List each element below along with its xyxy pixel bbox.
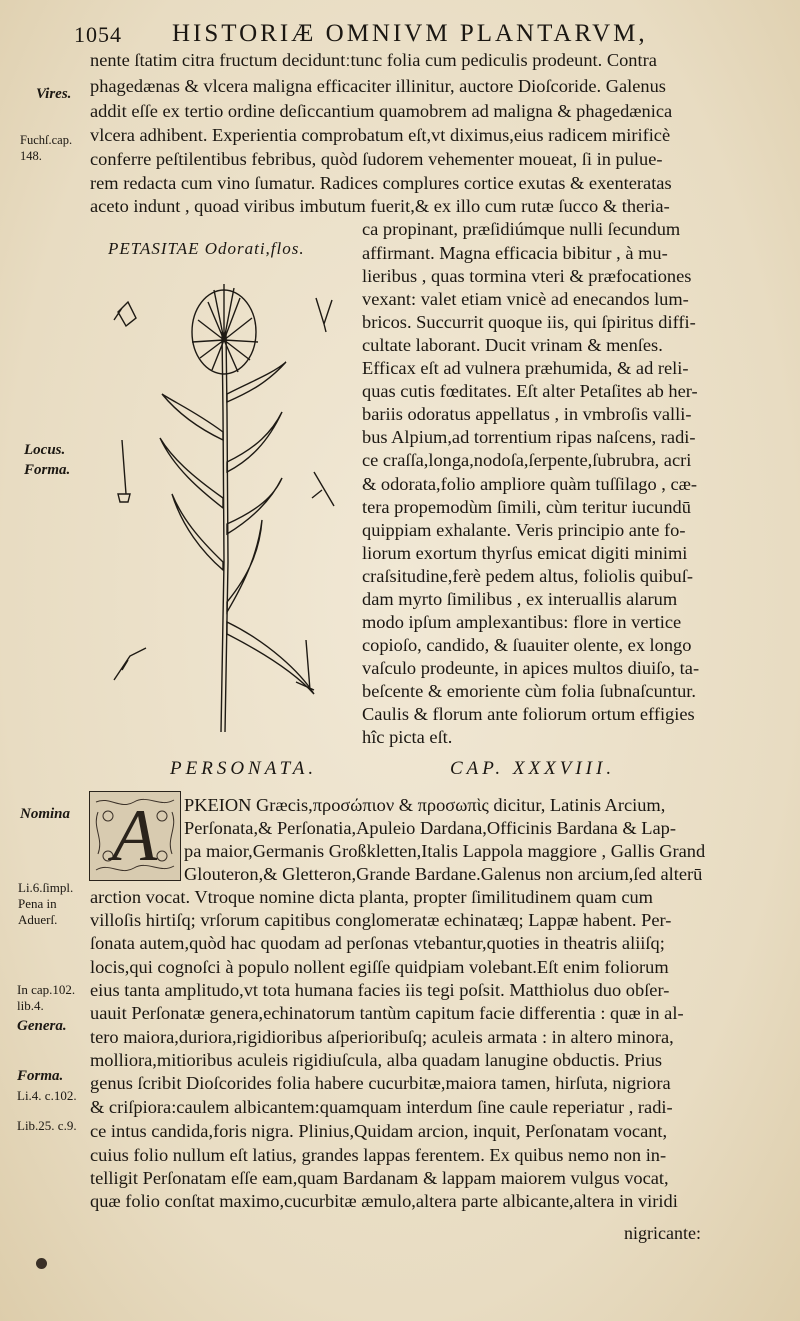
stem	[221, 332, 224, 732]
text-line: locis,qui cognoſci à populo nollent egiſſe quidpiam volebant.Eſt enim foliorum	[90, 957, 669, 977]
text-line: vlcera adhibent. Experientia comprobatum eſt,vt diximus,eius radicem mirificè	[90, 125, 671, 145]
text-line: beſcente & emoriente cùm folia ſubnaſcuntur.	[362, 681, 696, 701]
page-number: 1054	[74, 22, 122, 47]
margin-note-genera: Genera.	[17, 1018, 67, 1034]
margin-note-vires: Vires.	[36, 86, 72, 102]
margin-note-forma: Forma.	[24, 462, 71, 478]
text-line: genus ſcribit Dioſcorides folia habere cucurbitæ,maiora tamen, hirſuta, nigriora	[90, 1073, 671, 1093]
text-line: cultate laborant. Ducit vrinam & menſes.	[362, 335, 663, 355]
margin-note-forma-2: Forma.	[17, 1068, 64, 1084]
running-title: HISTORIÆ OMNIVM PLANTARVM,	[172, 20, 648, 47]
text-line: modo ipſum amplexantibus: flore in vertice	[362, 612, 682, 632]
text-line: ce craſſa,longa,nodoſa,ſerpente,ſubrubra, acri	[362, 450, 692, 470]
margin-note-li4: Li.4. c.102.	[17, 1088, 77, 1103]
margin-note-pena: Pena in	[18, 896, 57, 911]
text-line: ca propinant, præſidiúmque nulli ſecundum	[362, 219, 681, 239]
text-line: nente ſtatim citra fructum deciduntːtunc folia cum pediculis prodeunt. Contra	[90, 50, 657, 70]
initial-letter: A	[112, 795, 158, 877]
text-line: quas cutis fœditates. Eſt alter Petaſites ab her-	[362, 381, 698, 401]
text-line: ſonata autem,quòd hac quodam ad perſonas vtebantur,quoties in theatris aliiſq;	[90, 933, 665, 953]
text-line: addit eſſe ex tertio ordine deſiccantium quamobrem ad maligna & phagedænica	[90, 101, 673, 121]
text-line: copioſo, candido, & ſuauiter olente, ex longo	[362, 635, 692, 655]
text-line: molliora,mitioribus aculeis rigidiuſcula, alba quadam lanugine obductis. Prius	[90, 1050, 663, 1070]
text-line: Caulis & florum ante foliorum ortum effigies	[362, 704, 695, 724]
text-line: vexant: valet etiam vnicè ad enecandos lum-	[362, 289, 689, 309]
text-line: phagedænas & vlcera maligna efficaciter illinitur, auctore Dioſcoride. Galenus	[90, 76, 666, 96]
text-line: hîc picta eſt.	[362, 727, 453, 747]
margin-note-nomina: Nomina	[20, 806, 71, 822]
ink-blot	[36, 1258, 47, 1269]
text-line: Glouteron,& Gletteron,Grande Bardane.Galenus non arcium,ſed alterū	[184, 864, 703, 884]
text-line: lieribus , quas tormina vteri & præfocationes	[362, 266, 692, 286]
margin-note-fuchs: Fuchſ.cap.	[20, 133, 73, 147]
flower-head	[192, 284, 258, 374]
text-line: telligit Perſonatam eſſe eam,quam Bardanam & lappam maiorem vulgus vocat,	[90, 1168, 669, 1188]
text-line: uauit Perſonatæ genera,echinatorum tantùm capitum facie differentia : quæ in al-	[90, 1003, 684, 1023]
text-line: affirmant. Magna efficacia bibitur , à mu-	[362, 243, 668, 263]
margin-note-locus: Locus.	[24, 442, 66, 458]
text-line: dam myrto ſimilibus , ex interuallis alarum	[362, 589, 678, 609]
margin-note-lib4: lib.4.	[17, 998, 44, 1013]
text-line: & criſpiora:caulem albicantem:quamquam interdum ſine caule reperiatur , radi-	[90, 1097, 673, 1117]
text-line: aceto indunt , quoad viribus imbutum fuerit,& ex illo cum rutæ ſucco & theria-	[90, 196, 670, 216]
text-line: liorum exortum thyrſus emicat digiti minimi	[362, 543, 688, 563]
text-line: cuius folio nullum eſt latius, grandes lappas ferentem. Ex quibus nemo non in-	[90, 1145, 667, 1165]
margin-note-aduers: Aduerſ.	[18, 912, 58, 927]
text-line: arction vocat. Vtroque nomine dicta planta, propter ſimilitudinem quam cum	[90, 887, 653, 907]
text-line: Efficax eſt ad vulnera præhumida, & ad reli-	[362, 358, 689, 378]
text-line: craſsitudine,ferè pedem altus, foliolis quibuſ-	[362, 566, 693, 586]
section-title: PERSONATA.	[170, 758, 318, 779]
text-line: bricos. Succurrit quoque iis, qui ſpiritus diffi-	[362, 312, 696, 332]
margin-note-incap: In cap.102.	[17, 982, 76, 997]
text-line: conferre peſtilentibus febribus, quòd ſudorem vehementer moueat, ſi in pulue-	[90, 149, 663, 169]
margin-note-fuchs-chapter: 148.	[20, 149, 42, 163]
figure-caption: PETASITAE Odorati,flos.	[108, 239, 305, 258]
text-line: ce intus candida,foris nigra. Plinius,Quidam arcion, inquit, Perſonatam vocant,	[90, 1121, 668, 1141]
text-line: tero maiora,duriora,rigidioribus aſperioribuſq; aculeis armata : in altero minora,	[90, 1027, 674, 1047]
text-line: vaſculo prodeunte, in apices multos diuiſo, ta-	[362, 658, 700, 678]
catchword: nigricante:	[624, 1223, 701, 1243]
text-line: PKEION Græcis,προσώπιον & προσωπὶς dicitur, Latinis Arcium,	[184, 795, 666, 815]
text-line: eius tanta amplitudo,vt tota humana facies iis tegi poſsit. Matthiolus duo obſer-	[90, 980, 670, 1000]
text-line: bariis odoratus appellatus , in vmbroſis valli-	[362, 404, 692, 424]
text-line: bus Alpium,ad torrentium ripas naſcens, radi-	[362, 427, 696, 447]
text-line: tera propemodùm ſimili, cùm teritur iucundū	[362, 497, 691, 517]
text-line: rem redacta cum vino ſumatur. Radices complures cortice exutas & exenteratas	[90, 173, 672, 193]
margin-note-lib25: Lib.25. c.9.	[17, 1118, 77, 1133]
text-line: & odorata,folio ampliore quàm tuſſilago , cæ-	[362, 474, 698, 494]
text-line: pa maior,Germanis Großkletten,Italis Lappola maggiore , Gallis Grand	[184, 841, 706, 861]
chapter-number: CAP. XXXVIII.	[450, 758, 616, 779]
text-line: Perſonata,& Perſonatia,Apuleio Dardana,Officinis Bardana & Lap-	[184, 818, 676, 838]
leaf	[160, 362, 314, 694]
margin-note-simpl: Li.6.ſimpl.	[18, 880, 74, 895]
text-line: quippiam exhalante. Veris principio ante fo-	[362, 520, 686, 540]
decorated-initial	[89, 791, 181, 881]
text-line: villoſis hirtiſq; vrſorum capitibus conglomeratæ echinatæq; Lappæ habent. Per-	[90, 910, 672, 930]
text-line: quæ folio conſtat maximo,cucurbitæ æmulo,altera parte albicante,altera in viridi	[90, 1191, 678, 1211]
petasites-woodcut-illustration	[100, 262, 350, 742]
